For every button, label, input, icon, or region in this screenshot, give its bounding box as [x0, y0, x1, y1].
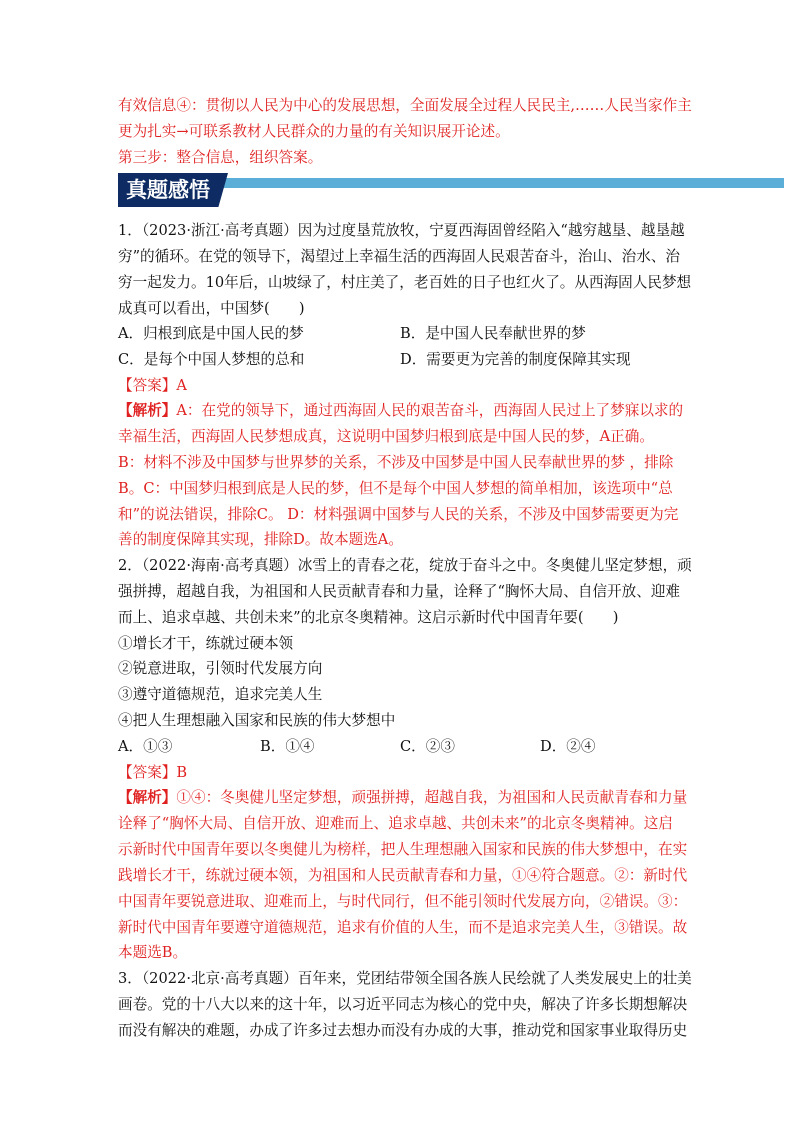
q2-answer: 【答案】B [118, 764, 188, 781]
section-banner [118, 173, 784, 207]
q1-analysis-line-5: 和”的说法错误，排除C。 D：材料强调中国梦与人民的关系，不涉及中国梦需要更为完 [118, 506, 679, 523]
intro-line-3: 第三步：整合信息，组织答案。 [118, 149, 323, 166]
q2-analysis-line-4: 践增长才干，练就过硬本领，为祖国和人民贡献青春和力量，①④符合题意。②：新时代 [118, 867, 688, 884]
q2-option-d: D．②④ [540, 738, 596, 755]
q2-option-b: B．①④ [260, 738, 315, 755]
q3-line-1: 3．（2022·北京·高考真题）百年来，党团结带领全国各族人民绘就了人类发展史上的壮美 [118, 970, 692, 987]
q2-item-2: ②锐意进取，引领时代发展方向 [118, 660, 323, 677]
q2-analysis-line-3: 示新时代中国青年要以冬奥健儿为榜样，把人生理想融入国家和民族的伟大梦想中，在实 [118, 841, 688, 858]
q2-analysis-first: ①④：冬奥健儿坚定梦想，顽强拼搏，超越自我，为祖国和人民贡献青春和力量 [176, 789, 688, 806]
q2-analysis-line-6: 新时代中国青年要遵守道德规范，追求有价值的人生，而不是追求完美人生，③错误。故 [118, 919, 688, 936]
intro-line-1: 有效信息④：贯彻以人民为中心的发展思想，全面发展全过程人民民主,……人民当家作主 [118, 97, 692, 114]
q2-item-4: ④把人生理想融入国家和民族的伟大梦想中 [118, 712, 396, 729]
q1-line-1: 1．（2023·浙江·高考真题）因为过度垦荒放牧，宁夏西海固曾经陷入“越穷越垦、越垦越 [118, 222, 685, 239]
q3-line-2: 画卷。党的十八大以来的这十年，以习近平同志为核心的党中央，解决了许多长期想解决 [118, 996, 688, 1013]
q2-item-1: ①增长才干，练就过硬本领 [118, 635, 294, 652]
q2-analysis-label: 【解析】 [118, 789, 177, 806]
q1-line-4: 成真可以看出，中国梦( ) [118, 300, 305, 317]
q1-line-2: 穷”的循环。在党的领导下，渴望过上幸福生活的西海固人民艰苦奋斗，治山、治水、治 [118, 248, 681, 265]
q2-line-1: 2．（2022·海南·高考真题）冰雪上的青春之花，绽放于奋斗之中。冬奥健儿坚定梦想，顽 [118, 557, 692, 574]
q1-analysis-line-6: 善的制度保障其实现，排除D。故本题选A。 [118, 531, 403, 548]
q1-analysis-line-3: B：材料不涉及中国梦与世界梦的关系，不涉及中国梦是中国人民奉献世界的梦 ，排除 [118, 454, 674, 471]
q1-option-b: B．是中国人民奉献世界的梦 [400, 325, 586, 342]
q2-line-2: 强拼搏，超越自我，为祖国和人民贡献青春和力量，诠释了“胸怀大局、自信开放、迎难 [118, 583, 681, 600]
q1-answer: 【答案】A [118, 377, 187, 394]
q2-item-3: ③遵守道德规范，追求完美人生 [118, 686, 323, 703]
q1-option-a: A．归根到底是中国人民的梦 [118, 325, 304, 342]
q2-line-3: 而上、追求卓越、共创未来”的北京冬奥精神。这启示新时代中国青年要( ) [118, 609, 619, 626]
q3-line-3: 而没有解决的难题，办成了许多过去想办而没有办成的大事，推动党和国家事业取得历史 [118, 1022, 688, 1039]
q1-option-c: C．是每个中国人梦想的总和 [118, 351, 305, 368]
q2-option-c: C．②③ [400, 738, 455, 755]
q2-analysis-line-7: 本题选B。 [118, 944, 188, 961]
q1-analysis-line-1 [118, 401, 683, 423]
q1-analysis-label: 【解析】 [118, 402, 177, 419]
q1-line-3: 穷一起发力。10年后，山坡绿了，村庄美了，老百姓的日子也红火了。从西海固人民梦想 [118, 274, 692, 291]
q2-option-a: A．①③ [118, 738, 173, 755]
q1-analysis-line-2: 幸福生活，西海固人民梦想成真，这说明中国梦归根到底是中国人民的梦，A正确。 [118, 428, 654, 445]
q2-analysis-line-5: 中国青年要锐意进取、迎难而上，与时代同行，但不能引领时代发展方向，②错误。③： [118, 893, 688, 910]
section-title: 真题感悟 [126, 178, 210, 202]
q1-analysis-line-4: B。C：中国梦归根到底是人民的梦，但不是每个中国人梦想的简单相加，该选项中“总 [118, 480, 673, 497]
q2-analysis-line-2: 诠释了“胸怀大局、自信开放、迎难而上、追求卓越、共创未来”的北京冬奥精神。这启 [118, 815, 673, 832]
intro-line-2: 更为扎实→可联系教材人民群众的力量的有关知识展开论述。 [118, 123, 510, 140]
q2-analysis-line-1 [118, 788, 687, 810]
q1-analysis-first: A：在党的领导下，通过西海固人民的艰苦奋斗，西海固人民过上了梦寐以求的 [176, 402, 684, 419]
q1-option-d: D．需要更为完善的制度保障其实现 [400, 351, 631, 368]
